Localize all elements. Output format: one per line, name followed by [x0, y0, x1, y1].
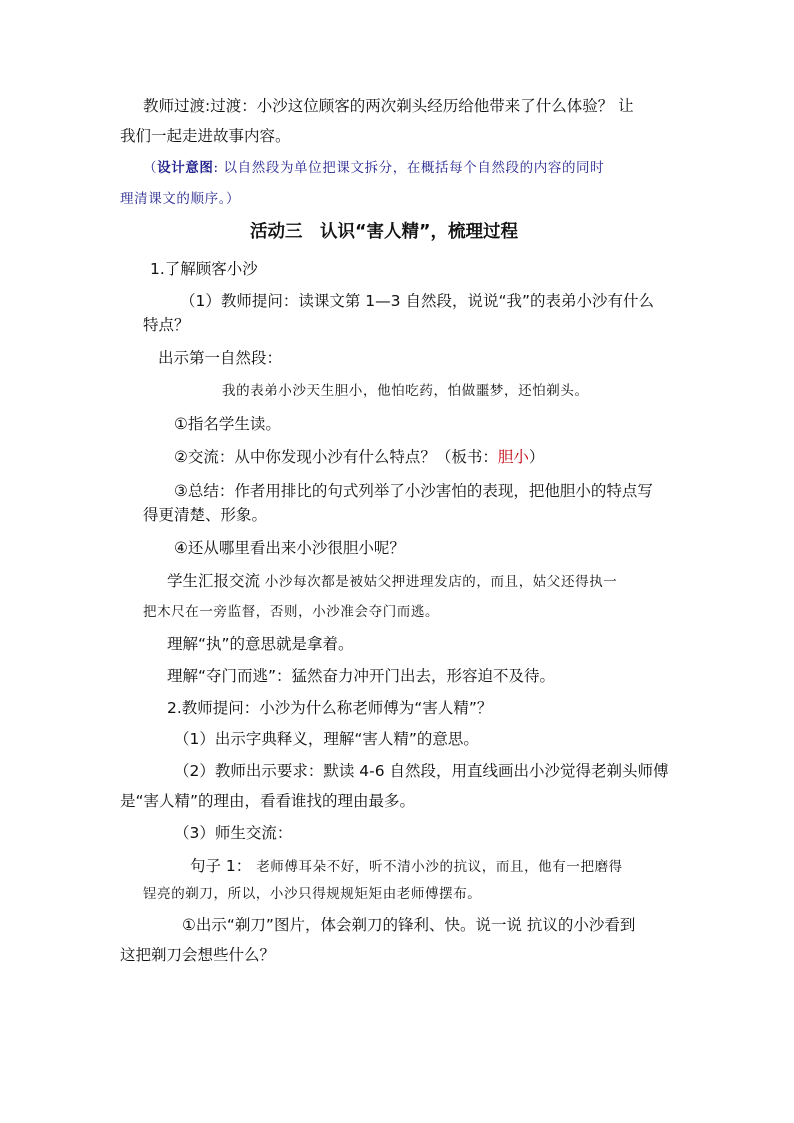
example-sentence-cont: 锃亮的剃刀，所以，小沙只得规规矩矩由老师傅摆布。 [143, 886, 482, 902]
paragraph-line: 特点？ [143, 316, 190, 334]
step-item: ④还从哪里看出来小沙很胆小呢？ [174, 539, 405, 557]
example-sentence-label: 句子 1： [190, 857, 252, 875]
paragraph-line: ①出示“剃刀”图片，体会剃刀的锋利、快。说一说 抗议的小沙看到 [182, 916, 636, 934]
paragraph-line: 理解“夺门而逃”：猛然奋力冲开门出去，形容迫不及待。 [167, 667, 556, 685]
paragraph-line-cont: 是“害人精”的理由，看看谁找的理由最多。 [120, 792, 416, 810]
paragraph-line: （1）教师提问：读课文第 1—3 自然段，说说“我”的表弟小沙有什么 [180, 292, 655, 310]
example-sentence-text: 老师傅耳朵不好，听不清小沙的抗议，而且，他有一把磨得 [251, 859, 623, 875]
design-intent-note-cont: 理清课文的顺序。） [120, 191, 241, 207]
student-report [167, 571, 617, 592]
design-intent-note [143, 158, 604, 178]
paragraph-line-cont: 这把剃刀会想些什么？ [120, 946, 276, 964]
design-intent-open: （ [143, 160, 158, 176]
design-intent-label: 设计意图 [157, 160, 214, 176]
design-intent-text: : 以自然段为单位把课文拆分，在概括每个自然段的内容的同时 [213, 160, 605, 176]
paragraph-line: 我们一起走进故事内容。 [120, 127, 291, 145]
paragraph-line: （2）教师出示要求：默读 4-6 自然段，用直线画出小沙觉得老剃头师傅 [174, 762, 669, 780]
board-note: 胆小 [497, 448, 529, 466]
step-item-cont: 得更清楚、形象。 [143, 506, 268, 524]
step-text-end: ） [528, 448, 545, 466]
paragraph-line: 理解“执”的意思就是拿着。 [167, 635, 354, 653]
student-report-label: 学生汇报交流 [167, 572, 261, 590]
step-item [174, 447, 544, 467]
quoted-passage: 我的表弟小沙天生胆小，他怕吃药，怕做噩梦，还怕剃头。 [222, 383, 589, 399]
subsection-title: 2.教师提问：小沙为什么称老师傅为“害人精”？ [167, 699, 493, 717]
step-item: ③总结：作者用排比的句式列举了小沙害怕的表现，把他胆小的特点写 [174, 482, 653, 500]
step-item: ①指名学生读。 [174, 415, 281, 433]
section-heading: 活动三 认识“害人精”，梳理过程 [250, 222, 519, 242]
paragraph-line: （1）出示字典释义，理解“害人精”的意思。 [174, 730, 479, 748]
student-report-quote: 小沙每次都是被姑父押进理发店的，而且，姑父还得执一 [260, 574, 618, 590]
paragraph-line: 教师过渡:过渡：小沙这位顾客的两次剃头经历给他带来了什么体验？ 让 [143, 97, 634, 115]
paragraph-line: （3）师生交流： [174, 824, 293, 842]
example-sentence [190, 856, 623, 877]
paragraph-line: 出示第一自然段： [158, 349, 283, 367]
student-report-quote-cont: 把木尺在一旁监督，否则，小沙准会夺门而逃。 [143, 604, 440, 620]
subsection-title: 1.了解顾客小沙 [150, 260, 258, 278]
step-text: ②交流：从中你发现小沙有什么特点？（板书： [174, 448, 498, 466]
